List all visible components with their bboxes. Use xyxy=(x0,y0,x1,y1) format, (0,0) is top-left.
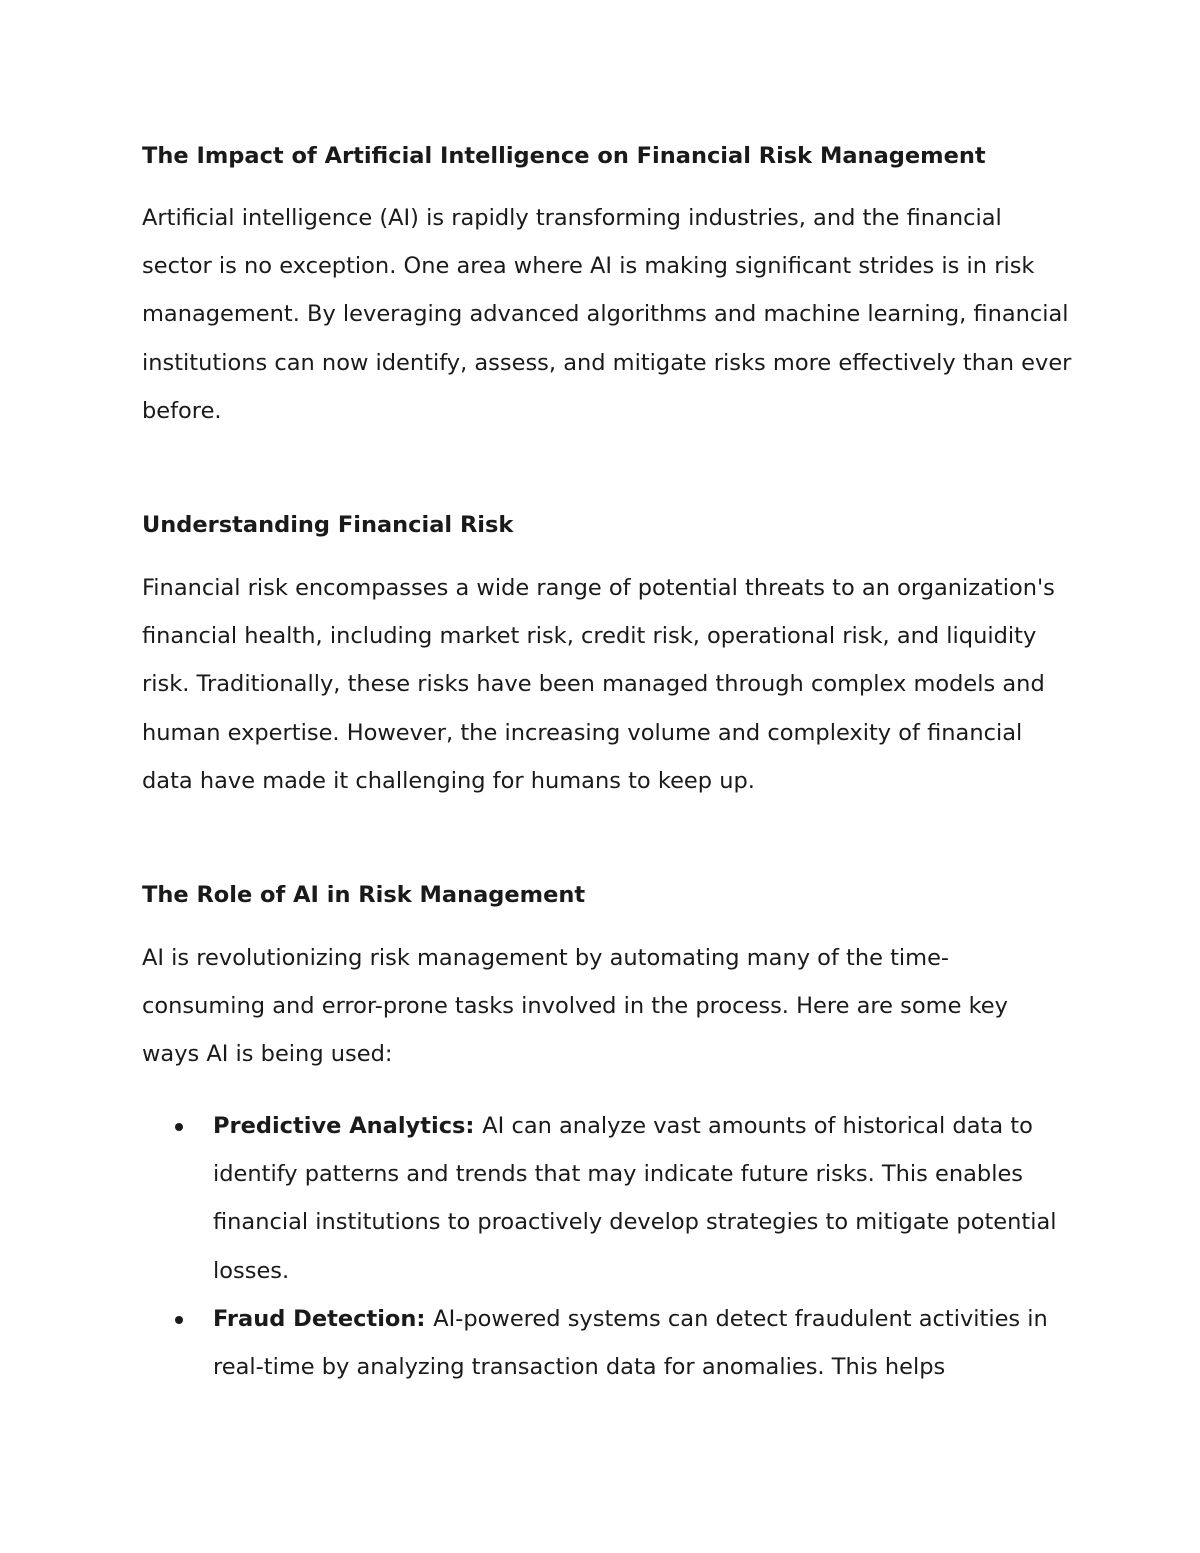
ai-uses-list xyxy=(142,1102,1072,1391)
document-title: The Impact of Artificial Intelligence on Financial Risk Management xyxy=(142,143,986,169)
bullet-icon xyxy=(175,1123,183,1131)
bullet-icon xyxy=(175,1316,183,1324)
section-heading-role-of-ai: The Role of AI in Risk Management xyxy=(142,882,586,908)
list-item-text: AI-powered systems can detect fraudulent activities in real-time by analyzing transaction data for anomalies. This helps xyxy=(213,1305,1048,1381)
section-body-role-of-ai: AI is revolutionizing risk management by automating many of the time-consuming and error-prone tasks involved in the process. Here are some key ways AI is being used: xyxy=(142,945,1008,1068)
intro-paragraph: Artificial intelligence (AI) is rapidly transforming industries, and the financial sector is no exception. One area where AI is making significant strides is in risk management. By leveraging advanced algorithms and machine learning, financial institutions can now identify, assess, and mitigate risks more effectively than ever before. xyxy=(142,205,1072,424)
section-body-understanding-risk: Financial risk encompasses a wide range of potential threats to an organization's financial health, including market risk, credit risk, operational risk, and liquidity risk. Traditionally, these risks have been managed through complex models and human expertise. However, the increasing volume and complexity of financial data have made it challenging for humans to keep up. xyxy=(142,575,1055,794)
list-item-term: Predictive Analytics: xyxy=(213,1113,483,1139)
list-item xyxy=(142,1102,1072,1295)
list-item-term: Fraud Detection: xyxy=(213,1305,434,1332)
section-heading-understanding-risk: Understanding Financial Risk xyxy=(142,512,514,538)
list-item xyxy=(142,1295,1072,1391)
list-item-text: AI can analyze vast amounts of historical data to identify patterns and trends that may indicate future risks. This enables financial institutions to proactively develop strategies to mitigate potential losses. xyxy=(213,1113,1057,1284)
